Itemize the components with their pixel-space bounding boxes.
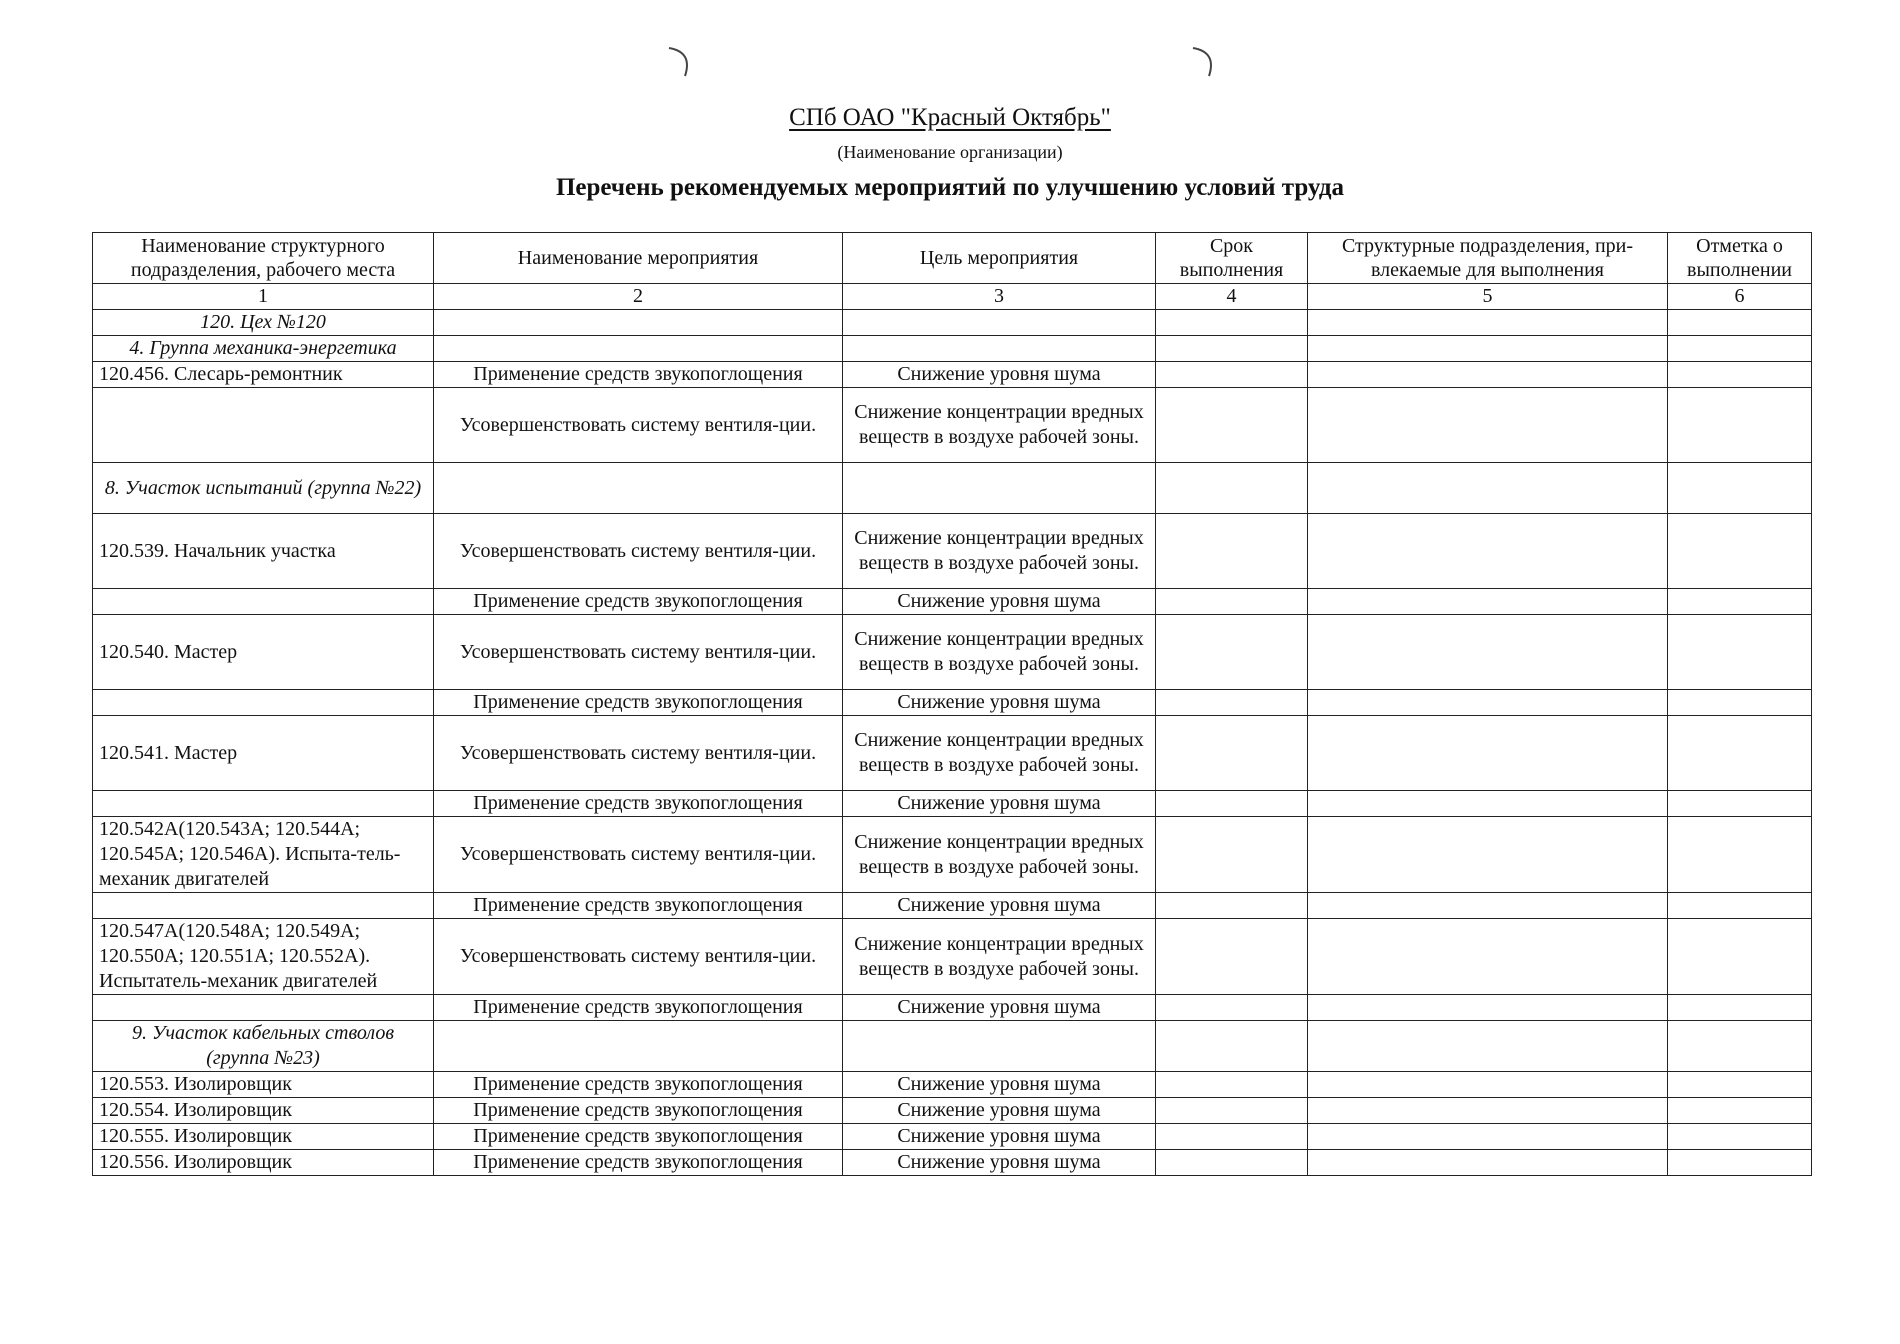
departments-cell	[1308, 1124, 1668, 1150]
section-row	[93, 463, 1812, 514]
deadline-cell	[1156, 791, 1308, 817]
deadline-cell	[1156, 893, 1308, 919]
departments-cell	[1308, 336, 1668, 362]
table-row	[93, 919, 1812, 995]
column-header: Срок выполнения	[1156, 233, 1308, 284]
measure-cell: Применение средств звукопоглощения	[434, 690, 843, 716]
workplace-cell: 120.540. Мастер	[93, 615, 434, 690]
completion-mark-cell	[1668, 1021, 1812, 1072]
workplace-cell	[93, 791, 434, 817]
workplace-cell: 120.555. Изолировщик	[93, 1124, 434, 1150]
workplace-cell: 120.456. Слесарь-ремонтник	[93, 362, 434, 388]
column-number: 6	[1668, 284, 1812, 310]
deadline-cell	[1156, 817, 1308, 893]
measure-cell	[434, 336, 843, 362]
goal-cell: Снижение концентрации вредных веществ в воздухе рабочей зоны.	[843, 388, 1156, 463]
departments-cell	[1308, 893, 1668, 919]
column-number: 3	[843, 284, 1156, 310]
workplace-cell: 120.556. Изолировщик	[93, 1150, 434, 1176]
measure-cell: Применение средств звукопоглощения	[434, 995, 843, 1021]
departments-cell	[1308, 791, 1668, 817]
measure-cell: Применение средств звукопоглощения	[434, 1150, 843, 1176]
completion-mark-cell	[1668, 791, 1812, 817]
table-row	[93, 589, 1812, 615]
column-header: Наименование мероприятия	[434, 233, 843, 284]
section-row	[93, 1021, 1812, 1072]
deadline-cell	[1156, 1150, 1308, 1176]
column-number-row	[93, 284, 1812, 310]
organization-caption: (Наименование организации)	[837, 142, 1063, 162]
goal-cell: Снижение уровня шума	[843, 791, 1156, 817]
table-row	[93, 893, 1812, 919]
workplace-cell: 120.539. Начальник участка	[93, 514, 434, 589]
deadline-cell	[1156, 615, 1308, 690]
deadline-cell	[1156, 336, 1308, 362]
deadline-cell	[1156, 589, 1308, 615]
deadline-cell	[1156, 362, 1308, 388]
measure-cell: Усовершенствовать систему вентиля-ции.	[434, 716, 843, 791]
goal-cell: Снижение уровня шума	[843, 995, 1156, 1021]
goal-cell: Снижение уровня шума	[843, 690, 1156, 716]
table-row	[93, 388, 1812, 463]
departments-cell	[1308, 388, 1668, 463]
workplace-cell: 9. Участок кабельных стволов (группа №23)	[93, 1021, 434, 1072]
table-row	[93, 716, 1812, 791]
departments-cell	[1308, 716, 1668, 791]
shop-row	[93, 310, 1812, 336]
goal-cell: Снижение уровня шума	[843, 893, 1156, 919]
completion-mark-cell	[1668, 589, 1812, 615]
departments-cell	[1308, 463, 1668, 514]
completion-mark-cell	[1668, 1124, 1812, 1150]
completion-mark-cell	[1668, 1072, 1812, 1098]
completion-mark-cell	[1668, 514, 1812, 589]
measure-cell: Усовершенствовать систему вентиля-ции.	[434, 919, 843, 995]
departments-cell	[1308, 817, 1668, 893]
departments-cell	[1308, 310, 1668, 336]
measure-cell: Применение средств звукопоглощения	[434, 589, 843, 615]
goal-cell	[843, 1021, 1156, 1072]
goal-cell: Снижение концентрации вредных веществ в воздухе рабочей зоны.	[843, 817, 1156, 893]
measures-table	[92, 232, 1812, 1176]
measure-cell	[434, 310, 843, 336]
binder-hole-mark	[1187, 42, 1227, 82]
workplace-cell: 120.553. Изолировщик	[93, 1072, 434, 1098]
goal-cell: Снижение уровня шума	[843, 1124, 1156, 1150]
completion-mark-cell	[1668, 615, 1812, 690]
workplace-cell: 120. Цех №120	[93, 310, 434, 336]
measure-cell: Применение средств звукопоглощения	[434, 893, 843, 919]
completion-mark-cell	[1668, 690, 1812, 716]
completion-mark-cell	[1668, 817, 1812, 893]
organization-name: СПб ОАО "Красный Октябрь"	[789, 104, 1111, 131]
deadline-cell	[1156, 1072, 1308, 1098]
goal-cell: Снижение уровня шума	[843, 1150, 1156, 1176]
completion-mark-cell	[1668, 1098, 1812, 1124]
completion-mark-cell	[1668, 310, 1812, 336]
workplace-cell: 120.542А(120.543А; 120.544А; 120.545А; 120.546А). Испыта-тель-механик двигателей	[93, 817, 434, 893]
measure-cell: Применение средств звукопоглощения	[434, 1124, 843, 1150]
measure-cell	[434, 463, 843, 514]
workplace-cell	[93, 893, 434, 919]
deadline-cell	[1156, 716, 1308, 791]
goal-cell	[843, 336, 1156, 362]
column-header: Структурные подразделения, при-влекаемые для выполнения	[1308, 233, 1668, 284]
goal-cell: Снижение концентрации вредных веществ в воздухе рабочей зоны.	[843, 716, 1156, 791]
measure-cell: Применение средств звукопоглощения	[434, 1072, 843, 1098]
goal-cell: Снижение уровня шума	[843, 1098, 1156, 1124]
column-number: 2	[434, 284, 843, 310]
departments-cell	[1308, 919, 1668, 995]
table-row	[93, 817, 1812, 893]
departments-cell	[1308, 514, 1668, 589]
departments-cell	[1308, 589, 1668, 615]
goal-cell: Снижение концентрации вредных веществ в воздухе рабочей зоны.	[843, 615, 1156, 690]
goal-cell	[843, 310, 1156, 336]
workplace-cell	[93, 589, 434, 615]
table-header-row	[93, 233, 1812, 284]
workplace-cell	[93, 388, 434, 463]
table-row	[93, 615, 1812, 690]
measure-cell: Усовершенствовать систему вентиля-ции.	[434, 615, 843, 690]
completion-mark-cell	[1668, 388, 1812, 463]
departments-cell	[1308, 1021, 1668, 1072]
workplace-cell	[93, 995, 434, 1021]
completion-mark-cell	[1668, 1150, 1812, 1176]
table-row	[93, 690, 1812, 716]
departments-cell	[1308, 1150, 1668, 1176]
column-number: 5	[1308, 284, 1668, 310]
binder-hole-mark	[663, 42, 703, 82]
column-number: 1	[93, 284, 434, 310]
workplace-cell: 4. Группа механика-энергетика	[93, 336, 434, 362]
departments-cell	[1308, 1098, 1668, 1124]
goal-cell: Снижение уровня шума	[843, 362, 1156, 388]
measure-cell	[434, 1021, 843, 1072]
departments-cell	[1308, 995, 1668, 1021]
completion-mark-cell	[1668, 336, 1812, 362]
column-header: Наименование структурного подразделения, рабочего места	[93, 233, 434, 284]
measure-cell: Применение средств звукопоглощения	[434, 1098, 843, 1124]
column-header: Отметка о выполнении	[1668, 233, 1812, 284]
deadline-cell	[1156, 1098, 1308, 1124]
departments-cell	[1308, 1072, 1668, 1098]
deadline-cell	[1156, 388, 1308, 463]
goal-cell	[843, 463, 1156, 514]
deadline-cell	[1156, 1124, 1308, 1150]
departments-cell	[1308, 362, 1668, 388]
table-row	[93, 514, 1812, 589]
measure-cell: Применение средств звукопоглощения	[434, 362, 843, 388]
workplace-cell: 120.554. Изолировщик	[93, 1098, 434, 1124]
completion-mark-cell	[1668, 716, 1812, 791]
table-row	[93, 362, 1812, 388]
workplace-cell: 120.547А(120.548А; 120.549А; 120.550А; 120.551А; 120.552А). Испытатель-механик двигателей	[93, 919, 434, 995]
departments-cell	[1308, 690, 1668, 716]
completion-mark-cell	[1668, 995, 1812, 1021]
deadline-cell	[1156, 1021, 1308, 1072]
workplace-cell: 8. Участок испытаний (группа №22)	[93, 463, 434, 514]
table-row	[93, 1072, 1812, 1098]
section-row	[93, 336, 1812, 362]
column-header: Цель мероприятия	[843, 233, 1156, 284]
departments-cell	[1308, 615, 1668, 690]
workplace-cell: 120.541. Мастер	[93, 716, 434, 791]
deadline-cell	[1156, 310, 1308, 336]
measure-cell: Усовершенствовать систему вентиля-ции.	[434, 514, 843, 589]
document-title: Перечень рекомендуемых мероприятий по улучшению условий труда	[555, 174, 1345, 201]
measure-cell: Усовершенствовать систему вентиля-ции.	[434, 388, 843, 463]
measure-cell: Применение средств звукопоглощения	[434, 791, 843, 817]
completion-mark-cell	[1668, 362, 1812, 388]
deadline-cell	[1156, 995, 1308, 1021]
table-row	[93, 1098, 1812, 1124]
goal-cell: Снижение концентрации вредных веществ в воздухе рабочей зоны.	[843, 514, 1156, 589]
table-row	[93, 1150, 1812, 1176]
deadline-cell	[1156, 919, 1308, 995]
workplace-cell	[93, 690, 434, 716]
goal-cell: Снижение уровня шума	[843, 1072, 1156, 1098]
completion-mark-cell	[1668, 893, 1812, 919]
measure-cell: Усовершенствовать систему вентиля-ции.	[434, 817, 843, 893]
completion-mark-cell	[1668, 463, 1812, 514]
goal-cell: Снижение концентрации вредных веществ в воздухе рабочей зоны.	[843, 919, 1156, 995]
table-row	[93, 791, 1812, 817]
table-row	[93, 1124, 1812, 1150]
deadline-cell	[1156, 463, 1308, 514]
goal-cell: Снижение уровня шума	[843, 589, 1156, 615]
table-row	[93, 995, 1812, 1021]
deadline-cell	[1156, 514, 1308, 589]
column-number: 4	[1156, 284, 1308, 310]
deadline-cell	[1156, 690, 1308, 716]
completion-mark-cell	[1668, 919, 1812, 995]
